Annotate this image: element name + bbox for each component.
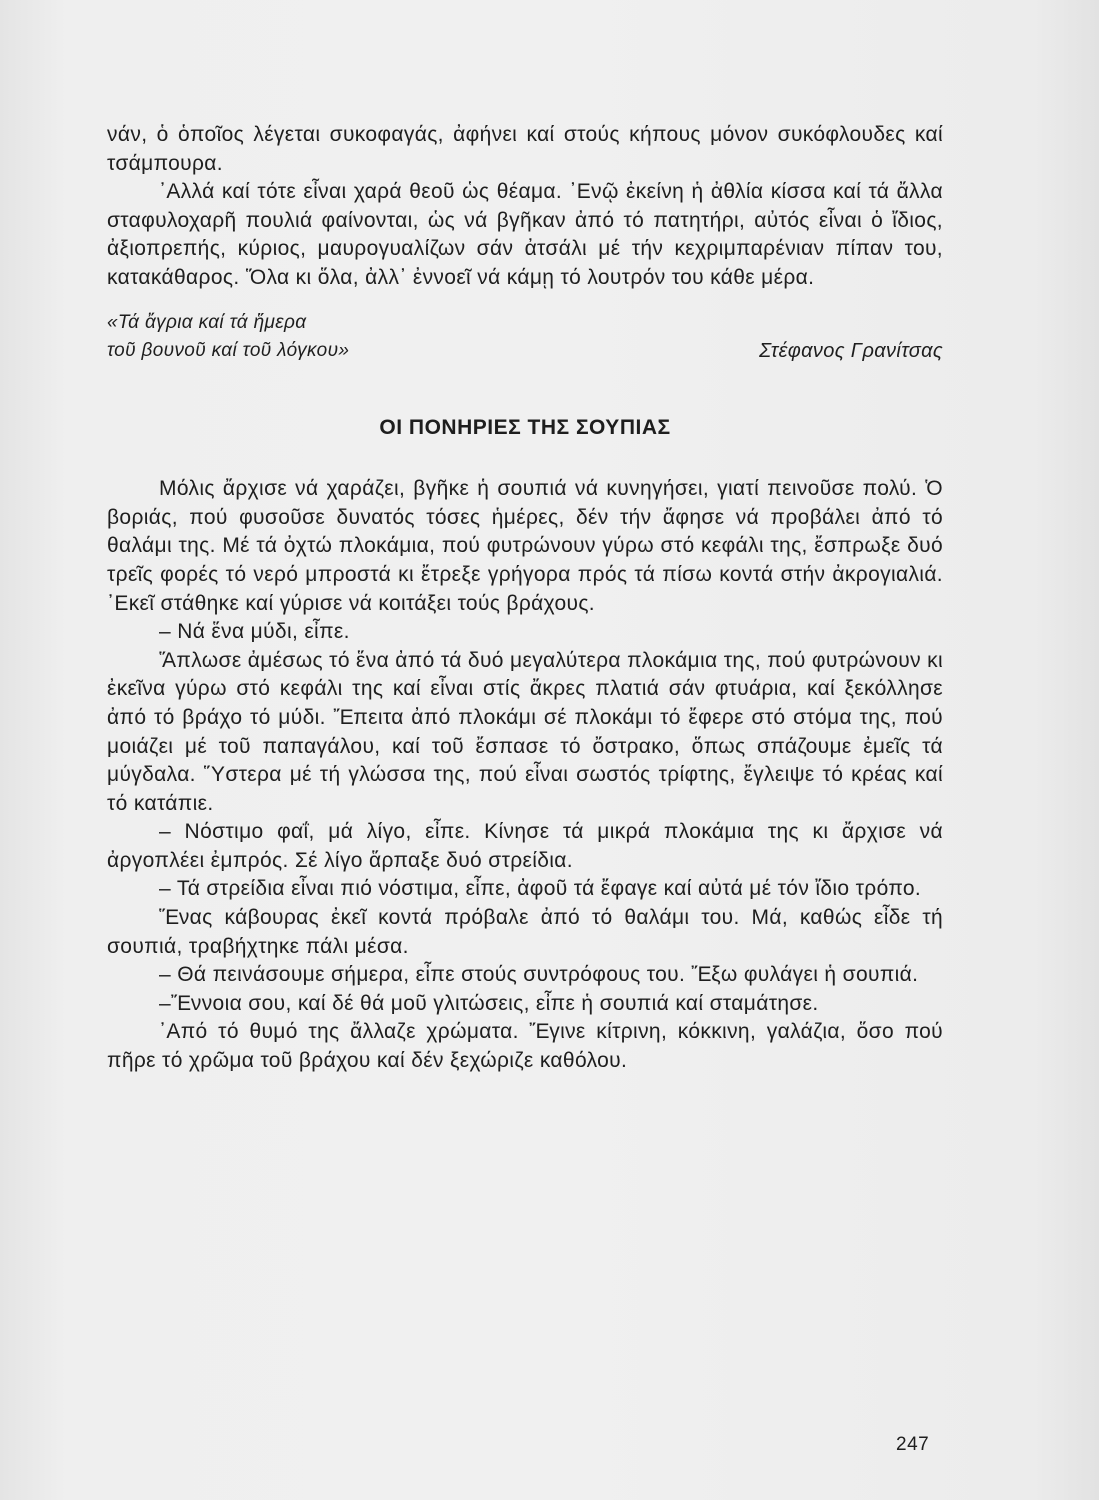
- paragraph: ᾽Αλλά καί τότε εἶναι χαρά θεοῦ ὡς θέαμα. ᾽Ενῷ ἐκείνη ἡ ἀθλία κίσσα καί τά ἄλλα σταφυλοχαρῆ πουλιά φαίνονται, ὡς νά βγῆκαν ἀπό τό πατητήρι, αὐτός εἶναι ὁ ἴδιος, ἀξιοπρεπής, κύριος, μαυρογυαλίζων σάν ἀτσάλι μέ τήν κεχριμπαρένιαν πίπαν του, κατακάθαρος. Ὅλα κι ὅλα, ἀλλ᾽ ἐννοεῖ νά κάμῃ τό λουτρόν του κάθε μέρα.: [107, 180, 943, 289]
- page-number: 247: [896, 1434, 930, 1455]
- page-body: [107, 121, 943, 1076]
- paragraph: ᾽Από τό θυμό της ἄλλαζε χρώματα. Ἔγινε κίτρινη, κόκκινη, γαλάζια, ὅσο πού πῆρε τό χρῶμα τοῦ βράχου καί δέν ξεχώριζε καθόλου.: [107, 1020, 943, 1073]
- dialogue-line: – Νά ἕνα μύδι, εἶπε.: [159, 620, 350, 644]
- paragraph: Ἕνας κάβουρας ἐκεῖ κοντά πρόβαλε ἀπό τό θαλάμι του. Μά, καθώς εἶδε τή σουπιά, τραβήχτηκε πάλι μέσα.: [107, 906, 943, 958]
- paragraph: Μόλις ἄρχισε νά χαράζει, βγῆκε ἡ σουπιά νά κυνηγήσει, γιατί πεινοῦσε πολύ. Ὁ βοριάς, πού φυσοῦσε δυνατός τόσες ἡμέρες, δέν τήν ἄφησε νά προβάλει ἀπό τό θαλάμι της. Μέ τά ὀχτώ πλοκάμια, πού φυτρώνουν γύρω στό κεφάλι της, ἔσπρωξε δυό τρεῖς φορές τό νερό μπροστά κι ἔτρεξε γρήγορα πρός τά πίσω κοντά στήν ἀκρογιαλιά. ᾽Εκεῖ στάθηκε καί γύρισε νά κοιτάξει τούς βράχους.: [107, 477, 943, 615]
- dialogue-line: –Ἔννοια σου, καί δέ θά μοῦ γλιτώσεις, εἶπε ἡ σουπιά καί σταμάτησε.: [159, 991, 819, 1015]
- attribution: [107, 309, 943, 365]
- story-title: ΟΙ ΠΟΝΗΡΙΕΣ ΤΗΣ ΣΟΥΠΙΑΣ: [379, 415, 671, 439]
- dialogue-line: – Τά στρείδια εἶναι πιό νόστιμα, εἶπε, ἀφοῦ τά ἔφαγε καί αὐτά μέ τόν ἴδιο τρόπο.: [159, 877, 922, 901]
- dialogue-line: – Νόστιμο φαΐ, μά λίγο, εἶπε. Κίνησε τά μικρά πλοκάμια της κι ἄρχισε νά ἀργοπλέει ἐμπρός. Σέ λίγο ἅρπαξε δυό στρείδια.: [107, 820, 943, 872]
- dialogue-line: – Θά πεινάσουμε σήμερα, εἶπε στούς συντρόφους του. Ἔξω φυλάγει ἡ σουπιά.: [159, 963, 919, 987]
- paragraph: νάν, ὁ ὁποῖος λέγεται συκοφαγάς, ἀφήνει καί στούς κήπους μόνον συκόφλουδες καί τσάμπουρα.: [107, 123, 943, 175]
- source-line: «Τά ἄγρια καί τά ἥμερα: [107, 311, 307, 333]
- paragraph: Ἅπλωσε ἀμέσως τό ἕνα ἀπό τά δυό μεγαλύτερα πλοκάμια της, πού φυτρώνουν κι ἐκεῖνα γύρω στό κεφάλι της καί εἶναι στίς ἄκρες πλατιά σάν φτυάρια, καί ξεκόλλησε ἀπό τό βράχο τό μύδι. Ἔπειτα ἀπό πλοκάμι σέ πλοκάμι τό ἔφερε στό στόμα της, πού μοιάζει μέ τοῦ παπαγάλου, καί τοῦ ἔσπασε τό ὄστρακο, ὅπως σπάζουμε ἐμεῖς τά μύγδαλα. Ὕστερα μέ τή γλώσσα της, πού εἶναι σωστός τρίφτης, ἔγλειψε τό κρέας καί τό κατάπιε.: [107, 648, 943, 815]
- author-name: Στέφανος Γρανίτσας: [759, 339, 943, 362]
- source-line: τοῦ βουνοῦ καί τοῦ λόγκου»: [107, 339, 350, 361]
- source-title: [107, 309, 349, 365]
